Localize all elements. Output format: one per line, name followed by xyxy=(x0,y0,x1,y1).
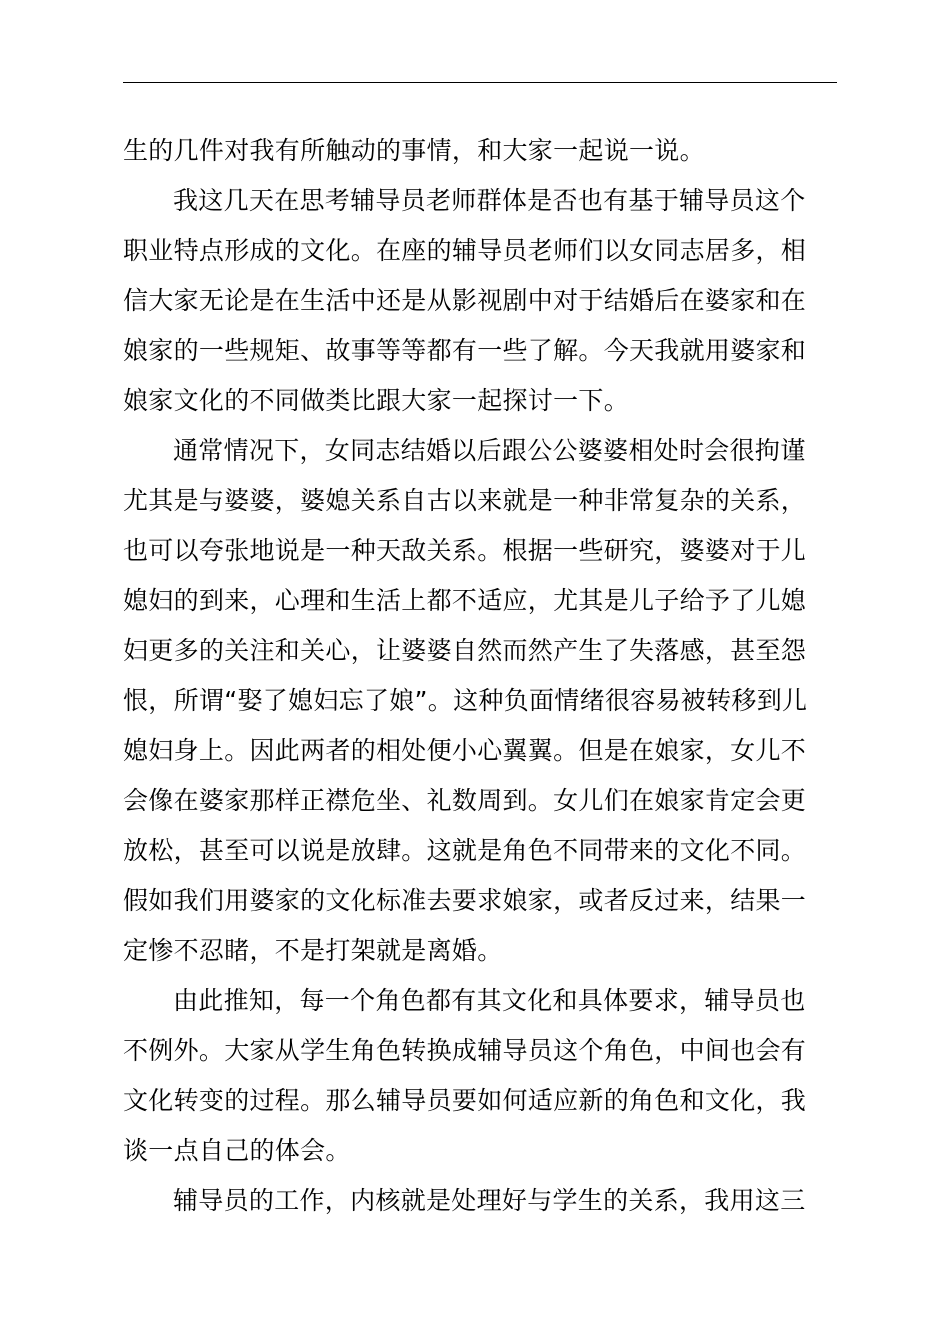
text-line: 信大家无论是在生活中还是从影视剧中对于结婚后在婆家和在 xyxy=(123,286,807,315)
text-line: 定惨不忍睹，不是打架就是离婚。 xyxy=(123,936,503,965)
text-line: 文化转变的过程。那么辅导员要如何适应新的角色和文化，我 xyxy=(123,1086,807,1115)
text-line: 妇更多的关注和关心，让婆婆自然而然产生了失落感，甚至怨 xyxy=(123,636,807,665)
text-line: 由此推知，每一个角色都有其文化和具体要求，辅导员也 xyxy=(173,986,806,1015)
text-line: 媳妇的到来，心理和生活上都不适应，尤其是儿子给予了儿媳 xyxy=(123,586,807,615)
text-line: 放松，甚至可以说是放肆。这就是角色不同带来的文化不同。 xyxy=(123,836,807,865)
text-line: 职业特点形成的文化。在座的辅导员老师们以女同志居多，相 xyxy=(123,236,807,265)
text-line: 娘家文化的不同做类比跟大家一起探讨一下。 xyxy=(123,386,630,415)
header-rule xyxy=(123,82,837,83)
text-line: 也可以夸张地说是一种天敌关系。根据一些研究，婆婆对于儿 xyxy=(123,536,807,565)
text-line: 通常情况下，女同志结婚以后跟公公婆婆相处时会很拘谨 xyxy=(173,436,806,465)
text-line: 不例外。大家从学生角色转换成辅导员这个角色，中间也会有 xyxy=(123,1036,807,1065)
text-line: 恨，所谓“娶了媳妇忘了娘”。这种负面情绪很容易被转移到儿 xyxy=(123,686,808,715)
page-body xyxy=(123,126,837,1226)
text-line: 尤其是与婆婆，婆媳关系自古以来就是一种非常复杂的关系， xyxy=(123,486,807,515)
text-line: 生的几件对我有所触动的事情，和大家一起说一说。 xyxy=(123,136,705,165)
text-line: 我这几天在思考辅导员老师群体是否也有基于辅导员这个 xyxy=(173,186,806,215)
text-line: 辅导员的工作，内核就是处理好与学生的关系，我用这三 xyxy=(173,1186,806,1215)
text-line: 娘家的一些规矩、故事等等都有一些了解。今天我就用婆家和 xyxy=(123,336,807,365)
text-line: 会像在婆家那样正襟危坐、礼数周到。女儿们在娘家肯定会更 xyxy=(123,786,807,815)
text-line: 假如我们用婆家的文化标准去要求娘家，或者反过来，结果一 xyxy=(123,886,807,915)
text-line: 媳妇身上。因此两者的相处便小心翼翼。但是在娘家，女儿不 xyxy=(123,736,807,765)
text-line: 谈一点自己的体会。 xyxy=(123,1136,351,1165)
